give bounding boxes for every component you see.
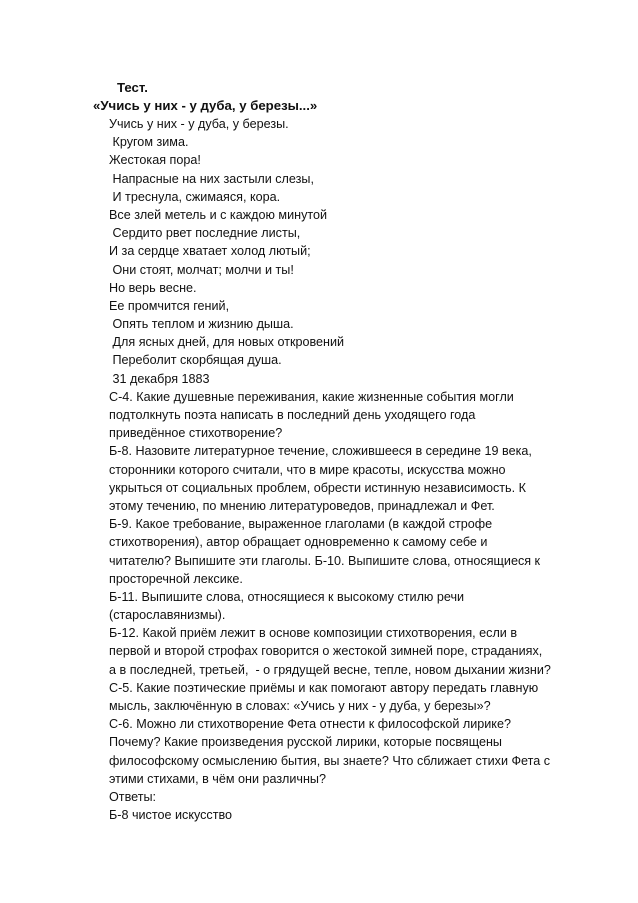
document-body [109, 115, 609, 824]
text-line: Для ясных дней, для новых откровений [109, 335, 345, 350]
text-line: С-4. Какие душевные переживания, какие жизненные события могли [109, 389, 514, 404]
text-line: Почему? Какие произведения русской лирики, которые посвящены [109, 735, 502, 750]
text-line: С-5. Какие поэтические приёмы и как помогают автору передать главную [109, 680, 539, 695]
text-line: Ее промчится гений, [109, 298, 230, 313]
text-line: подтолкнуть поэта написать в последний день уходящего года [109, 408, 476, 422]
text-line: (старославянизмы). [109, 608, 226, 623]
text-line: Б-8 чистое искусство [109, 808, 233, 823]
text-line: Переболит скорбящая душа. [109, 353, 282, 368]
text-line: философскому осмыслению бытия, вы знаете? Что сближает стихи Фета с [109, 753, 551, 768]
text-line: Кругом зима. [109, 135, 189, 150]
text-line: первой и второй строфах говорится о жестокой зимней поре, страданиях, [109, 644, 543, 659]
text-line: 31 декабря 1883 [109, 371, 210, 386]
text-line: Но верь весне. [109, 280, 197, 295]
text-line: И за сердце хватает холод лютый; [109, 244, 311, 259]
text-line: Б-12. Какой приём лежит в основе композиции стихотворения, если в [109, 626, 518, 641]
text-line: мысль, заключённую в словах: «Учись у них - у дуба, у березы»? [109, 699, 491, 713]
text-line: Опять теплом и жизнию дыша. [109, 317, 294, 332]
text-line: сторонники которого считали, что в мире красоты, искусства можно [109, 462, 506, 477]
text-line: стихотворения), автор обращает одновременно к самому себе и [109, 535, 488, 550]
text-line: С-6. Можно ли стихотворение Фета отнести к философской лирике? [109, 717, 511, 732]
text-line: Они стоят, молчат; молчи и ты! [109, 262, 294, 277]
text-line: укрыться от социальных проблем, обрести истинную независимость. К [109, 480, 526, 495]
text-line: Б-9. Какое требование, выраженное глаголами (в каждой строфе [109, 517, 493, 532]
text-line: И треснула, сжимаяся, кора. [109, 189, 281, 204]
text-line: читателю? Выпишите эти глаголы. Б-10. Выпишите слова, относящиеся к [109, 553, 541, 568]
text-line: Все злей метель и с каждою минутой [109, 207, 328, 222]
text-line: просторечной лексике. [109, 571, 243, 586]
text-line: а в последней, третьей, - о грядущей весне, тепле, новом дыхании жизни? [109, 662, 551, 677]
text-line: этому течению, по мнению литературоведов, принадлежал и Фет. [109, 498, 495, 513]
text-line: Сердито рвет последние листы, [109, 226, 301, 241]
text-line: Ответы: [109, 789, 157, 804]
text-line: приведённое стихотворение? [109, 426, 283, 441]
text-line: Б-8. Назовите литературное течение, сложившееся в середине 19 века, [109, 444, 532, 459]
text-line: Б-11. Выпишите слова, относящиеся к высокому стилю речи [109, 589, 465, 604]
text-line: Жестокая пора! [109, 153, 201, 168]
text-line: этими стихами, в чём они различны? [109, 771, 326, 786]
document-title: Тест. [117, 80, 148, 95]
text-line: Напрасные на них застыли слезы, [109, 171, 314, 186]
poem-title: «Учись у них - у дуба, у березы...» [93, 98, 318, 113]
text-line: Учись у них - у дуба, у березы. [109, 117, 289, 131]
